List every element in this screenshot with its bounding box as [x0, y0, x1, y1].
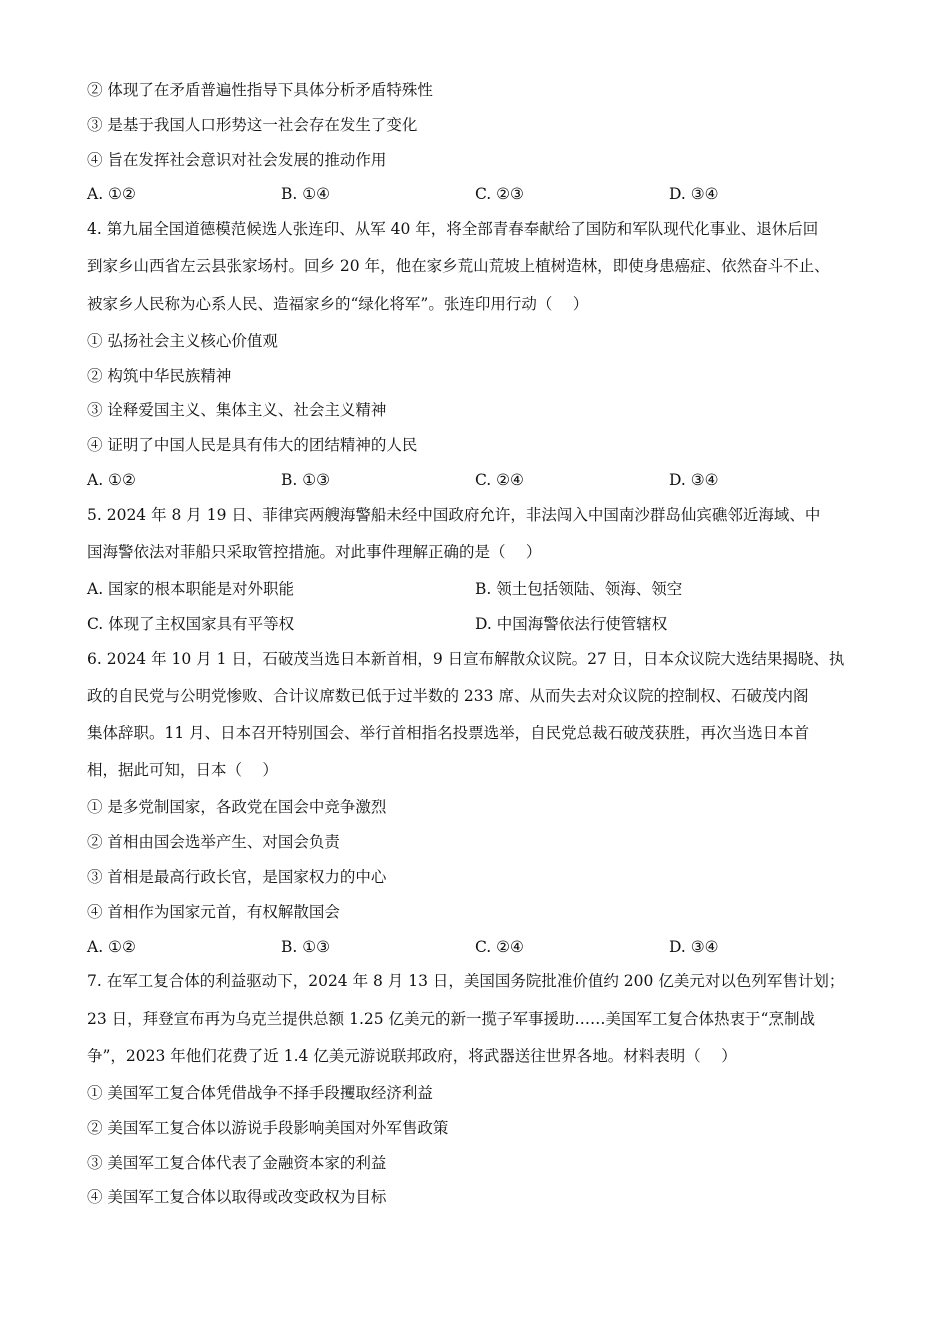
q6-options — [87, 934, 890, 969]
q4-stem — [87, 216, 890, 328]
q5-stem — [87, 502, 890, 576]
q5-option-c: C. 体现了主权国家具有平等权 — [87, 614, 295, 633]
q4-item-4: ④ 证明了中国人民是具有伟大的团结精神的人民 — [87, 436, 418, 455]
q6-item-1: ① 是多党制国家，各政党在国会中竞争激烈 — [87, 798, 387, 817]
q3-option-b: B. ①④ — [281, 185, 331, 204]
q6-option-c: C. ②④ — [475, 937, 524, 956]
q5-stem-line: 5. 2024 年 8 月 19 日、菲律宾两艘海警船未经中国政府允许，非法闯入中国南沙群岛仙宾礁邻近海域、中 — [87, 505, 821, 524]
q3-option-d: D. ③④ — [669, 185, 719, 204]
q6-option-b: B. ①③ — [281, 937, 331, 956]
q5-options-row-2 — [87, 611, 890, 646]
q3-option-c: C. ②③ — [475, 185, 524, 204]
q4-option-a: A. ①② — [87, 470, 136, 489]
q5-options-row-1 — [87, 576, 890, 611]
q7-stem — [87, 968, 890, 1080]
q7-item-4: ④ 美国军工复合体以取得或改变政权为目标 — [87, 1188, 387, 1207]
q6-option-d: D. ③④ — [669, 937, 719, 956]
q6-stem — [87, 646, 890, 795]
q7-item-1: ① 美国军工复合体凭借战争不择手段攫取经济利益 — [87, 1084, 433, 1102]
q4-item-2: ② 构筑中华民族精神 — [87, 366, 232, 385]
q6-stem-line: 集体辞职。11 月、日本召开特别国会、举行首相指名投票选举，自民党总裁石破茂获胜，再次当选日本首 — [87, 724, 810, 743]
q6-option-a: A. ①② — [87, 937, 136, 956]
q5-option-a: A. 国家的根本职能是对外职能 — [87, 580, 295, 599]
q4-item-1: ① 弘扬社会主义核心价值观 — [87, 331, 278, 350]
q7-stem-line: 7. 在军工复合体的利益驱动下，2024 年 8 月 13 日，美国国务院批准价值约 200 亿美元对以色列军售计划； — [87, 972, 845, 991]
q4-stem-line: 到家乡山西省左云县张家场村。回乡 20 年，他在家乡荒山荒坡上植树造林，即使身患癌症、依然奋斗不止、 — [87, 257, 830, 276]
q4-item-3: ③ 诠释爱国主义、集体主义、社会主义精神 — [87, 401, 387, 420]
q5-stem-line: 国海警依法对菲船只采取管控措施。对此事件理解正确的是（ ） — [87, 542, 542, 561]
q4-stem-line: 被家乡人民称为心系人民、造福家乡的“绿化将军”。张连印用行动（ ） — [87, 294, 589, 313]
q7-stem-line: 23 日，拜登宣布再为乌克兰提供总额 1.25 亿美元的新一揽子军事援助……美国军工复合体热衷于“烹制战 — [87, 1009, 815, 1028]
q7-stem-line: 争”，2023 年他们花费了近 1.4 亿美元游说联邦政府，将武器送往世界各地。材料表明（ ） — [87, 1046, 737, 1065]
q4-option-d: D. ③④ — [669, 470, 719, 489]
q5-option-b: B. 领土包括领陆、领海、领空 — [475, 580, 683, 599]
q3-options — [87, 181, 890, 216]
q3-item-4: ④ 旨在发挥社会意识对社会发展的推动作用 — [87, 150, 387, 169]
q6-item-4: ④ 首相作为国家元首，有权解散国会 — [87, 902, 340, 921]
q3-item-2: ② 体现了在矛盾普遍性指导下具体分析矛盾特殊性 — [87, 81, 433, 99]
q7-item-3: ③ 美国军工复合体代表了金融资本家的利益 — [87, 1153, 387, 1172]
q6-item-2: ② 首相由国会选举产生、对国会负责 — [87, 833, 340, 852]
q6-stem-line: 相，据此可知，日本（ ） — [87, 761, 278, 780]
q7-item-2: ② 美国军工复合体以游说手段影响美国对外军售政策 — [87, 1118, 449, 1137]
q5-option-d: D. 中国海警依法行使管辖权 — [475, 614, 668, 633]
q4-stem-line: 4. 第九届全国道德模范候选人张连印、从军 40 年，将全部青春奉献给了国防和军队现代化事业、退休后回 — [87, 220, 819, 239]
q6-item-3: ③ 首相是最高行政长官，是国家权力的中心 — [87, 868, 387, 887]
q4-option-b: B. ①③ — [281, 470, 331, 489]
q6-stem-line: 6. 2024 年 10 月 1 日，石破茂当选日本新首相，9 日宣布解散众议院。27 日，日本众议院大选结果揭晓、执 — [87, 649, 845, 668]
q4-options — [87, 467, 890, 502]
q6-stem-line: 政的自民党与公明党惨败、合计议席数已低于过半数的 233 席、从而失去对众议院的控制权、石破茂内阁 — [87, 686, 809, 705]
q3-option-a: A. ①② — [87, 185, 136, 204]
q3-item-3: ③ 是基于我国人口形势这一社会存在发生了变化 — [87, 115, 418, 134]
q4-option-c: C. ②④ — [475, 470, 524, 489]
